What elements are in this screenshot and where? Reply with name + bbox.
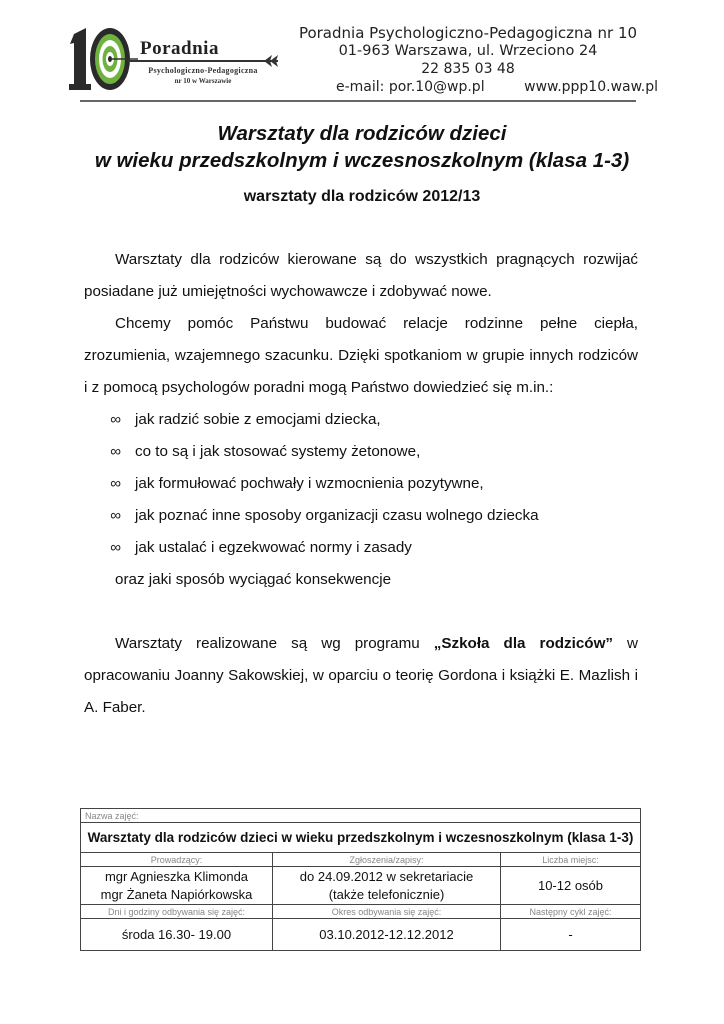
header-divider xyxy=(80,100,636,102)
period-value: 03.10.2012-12.12.2012 xyxy=(273,919,501,951)
document-body xyxy=(84,244,638,724)
program-name: „Szkoła dla rodziców” xyxy=(433,635,613,652)
infinity-bullet-icon: ∞ xyxy=(110,475,121,492)
period-label: Okres odbywania się zajęć: xyxy=(273,905,501,919)
logo-location: nr 10 w Warszawie xyxy=(174,77,232,85)
logo-subtitle: Psychologiczno-Pedagogiczna xyxy=(148,66,258,75)
signup-value: do 24.09.2012 w sekretariacie (także telefonicznie) xyxy=(273,867,501,905)
logo-name: Poradnia xyxy=(140,38,219,59)
list-item: ∞ jak poznać inne sposoby organizacji czasu wolnego dziecka xyxy=(84,500,638,532)
places-value: 10-12 osób xyxy=(501,867,641,905)
paragraph-intro: Warsztaty dla rodziców kierowane są do wszystkich pragnących rozwijać posiadane już umiejętności wychowawcze i zdobywać nowe. xyxy=(84,251,638,300)
institution-address: 01-963 Warszawa, ul. Wrzeciono 24 xyxy=(338,43,598,59)
list-item: ∞ jak ustalać i egzekwować normy i zasady xyxy=(84,532,638,564)
contact-line xyxy=(278,78,658,96)
next-cycle-value: - xyxy=(501,919,641,951)
signup-label: Zgłoszenia/zapisy: xyxy=(273,853,501,867)
places-label: Liczba miejsc: xyxy=(501,853,641,867)
infinity-bullet-icon: ∞ xyxy=(110,539,121,556)
leaders-label: Prowadzący: xyxy=(81,853,273,867)
days-value: środa 16.30- 19.00 xyxy=(81,919,273,951)
page-subtitle: warsztaty dla rodziców 2012/13 xyxy=(243,188,481,205)
institution-header xyxy=(278,24,658,96)
list-item: ∞ jak formułować pochwały i wzmocnienia pozytywne, xyxy=(84,468,638,500)
workshop-name: Warsztaty dla rodziców dzieci w wieku przedszkolnym i wczesnoszkolnym (klasa 1-3) xyxy=(81,823,641,853)
leaders-value: mgr Agnieszka Klimonda mgr Żaneta Napiórkowska xyxy=(81,867,273,905)
infinity-bullet-icon: ∞ xyxy=(110,507,121,524)
logo-arrow-line xyxy=(128,60,278,62)
paragraph-program: Warsztaty realizowane są wg programu „Szkoła dla rodziców” w opracowaniu Joanny Sakowskiej, w oparciu o teorię Gordona i książki E. Mazlish i A. Faber. xyxy=(84,635,639,716)
days-label: Dni i godziny odbywania się zajęć: xyxy=(81,905,273,919)
name-label: Nazwa zajęć: xyxy=(81,809,641,823)
title-line-1: Warsztaty dla rodziców dzieci xyxy=(217,122,507,145)
infinity-bullet-icon: ∞ xyxy=(110,411,121,428)
paragraph-goals: Chcemy pomóc Państwu budować relacje rodzinne pełne ciepła, zrozumienia, wzajemnego szacunku. Dzięki spotkaniom w grupie innych rodziców i z pomocą psychologów poradni mogą Państwo dowiedzieć się m.in.: xyxy=(84,315,638,396)
list-tail: oraz jaki sposób wyciągać konsekwencje xyxy=(115,571,392,588)
workshop-info-table xyxy=(80,808,641,951)
institution-name: Poradnia Psychologiczno-Pedagogiczna nr 10 xyxy=(298,24,638,42)
logo xyxy=(68,26,280,94)
list-item: ∞ co to są i jak stosować systemy żetonowe, xyxy=(84,436,638,468)
title-line-2: w wieku przedszkolnym i wczesnoszkolnym (klasa 1-3) xyxy=(94,149,630,172)
next-cycle-label: Następny cykl zajęć: xyxy=(501,905,641,919)
topics-list xyxy=(84,404,638,564)
list-item: ∞ jak radzić sobie z emocjami dziecka, xyxy=(84,404,638,436)
institution-email[interactable]: e-mail: por.10@wp.pl xyxy=(336,79,485,95)
infinity-bullet-icon: ∞ xyxy=(110,443,121,460)
institution-website[interactable]: www.ppp10.waw.pl xyxy=(524,79,658,95)
institution-phone: 22 835 03 48 xyxy=(421,61,515,77)
page-title xyxy=(40,120,684,174)
